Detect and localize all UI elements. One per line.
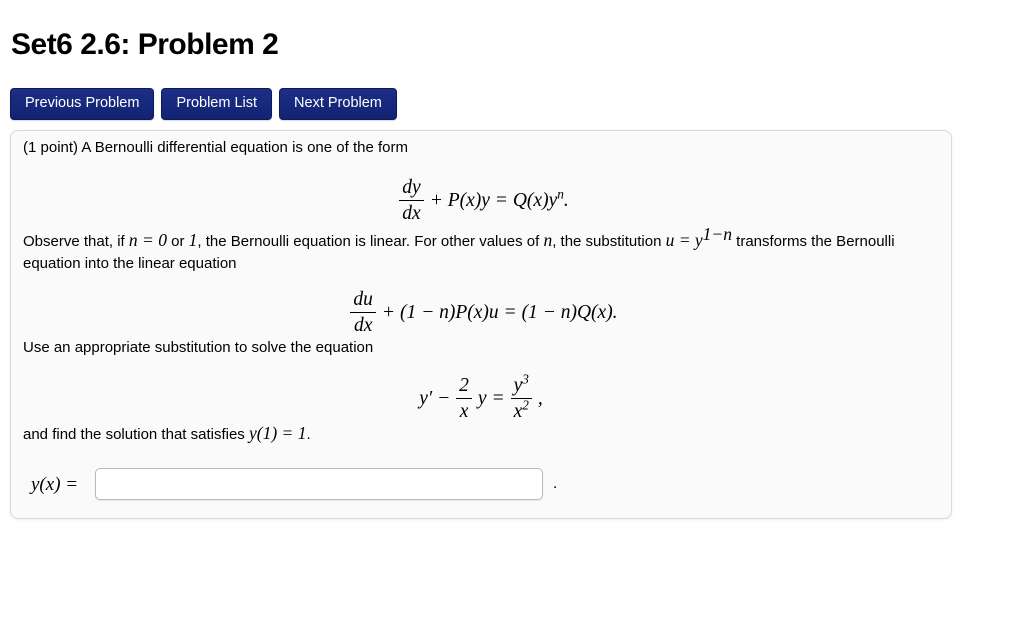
fraction-du-dx: $\frac{du}{dx}$ <box>350 288 376 338</box>
initial-condition-paragraph: and find the solution that satisfies y(1) = 1. <box>23 422 311 443</box>
equation-rhs: + $P(x)y = Q(x)y^n$. <box>429 186 569 211</box>
previous-problem-button[interactable]: Previous Problem <box>10 88 154 120</box>
problem-panel <box>10 130 952 519</box>
page-title: Set6 2.6: Problem 2 <box>11 28 279 61</box>
fraction-dy-dx: $\frac{dy}{dx}$ <box>399 176 423 226</box>
answer-row <box>31 468 939 500</box>
answer-period: . <box>552 475 558 493</box>
intro-text: (1 point) A Bernoulli differential equation is one of the form <box>23 139 408 157</box>
answer-label: y(x) = <box>31 473 83 495</box>
problem-nav <box>10 88 1024 120</box>
next-problem-button[interactable]: Next Problem <box>279 88 397 120</box>
use-substitution-paragraph: Use an appropriate substitution to solve the equation <box>23 339 374 357</box>
equation-comma: , <box>537 387 543 409</box>
equation-to-solve <box>23 371 939 424</box>
problem-list-button[interactable]: Problem List <box>161 88 272 120</box>
equation-mid: y = <box>477 387 505 409</box>
equation-rhs: + (1 − n)P(x)u = (1 − n)Q(x). <box>381 301 618 323</box>
equation-linear-form <box>23 288 939 338</box>
fraction-y3-x2: $\frac{y^3}{x^2}$ <box>511 374 532 424</box>
observe-paragraph: Observe that, if n = 0 or 1, the Bernoulli equation is linear. For other values of n, the substitution $u = y^{1-n}$ transforms the Bernoulli equation into the linear equation <box>23 223 895 273</box>
answer-input[interactable] <box>95 468 543 500</box>
equation-bernoulli-form <box>23 176 939 226</box>
intro-paragraph <box>23 137 939 160</box>
equation-lead: y′ − <box>419 387 451 409</box>
fraction-2-x: $\frac{2}{x}$ <box>456 374 472 424</box>
